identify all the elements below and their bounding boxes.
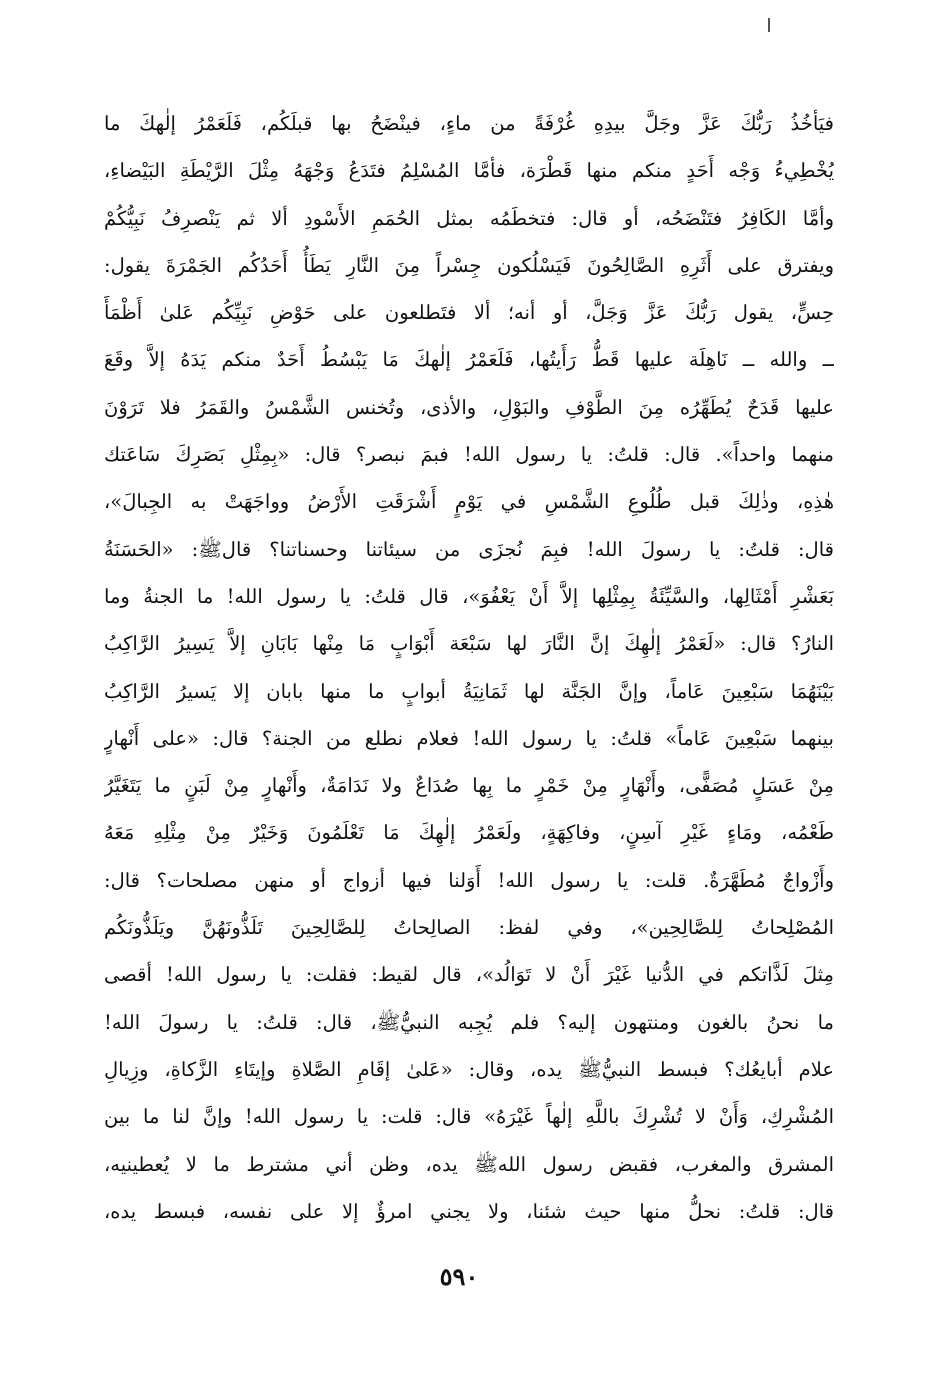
text-line: النارُ؟ قال: «لَعَمْرُ إلٰهِكَ إنَّ النَّارَ لها سَبْعَة أَبْوَابٍ مَا مِنْها بَابَانِ إلاَّ يَسِيرُ الرَّاكِبُ — [104, 632, 834, 656]
text-line: المشرق والمغرب، فقبض رسول اللهﷺ يده، وظن أني مشترط ما لا يُعطينيه، — [104, 1152, 834, 1176]
text-line: علام أبايعُك؟ فبسط النبيُّﷺ يده، وقال: «عَلىٰ إقَامِ الصَّلاةِ وإيتَاءِ الزَّكاةِ، وزِيالِ — [104, 1057, 834, 1081]
text-line: حِسٍّ، يقول رَبُّكَ عَزَّ وَجَلَّ، أو أنه؛ ألا فتَطلعون على حَوْضِ نَبِيِّكُم عَلىٰ أَظْمَأَ — [104, 301, 834, 325]
text-line: المُشْرِكِ، وَأَنْ لا تُشْرِكَ باللَّهِ إلٰهاً غَيْرَهُ» قال: قلت: يا رسول الله! وإنَّ لنا ما بين — [104, 1105, 834, 1129]
text-line: بَعَشْرِ أَمْثَالِها، والسَّيِّئَةُ بِمِثْلِها إلاَّ أَنْ يَعْفُوَ»، قال قلتُ: يا رسول الله! ما الجنةُ وما — [104, 584, 834, 608]
text-line: بينهما سَبْعِينَ عَاماً» قلتُ: يا رسول الله! فعلام نطلع من الجنة؟ قال: «على أَنْهارٍ — [104, 726, 834, 750]
text-line: وأَزْواجٌ مُطَهَّرَةٌ. قلت: يا رسول الله! أَوَلنا فيها أزواج أو منهن مصلحات؟ قال: — [104, 868, 834, 892]
text-line: يُخْطِيءُ وَجْه أَحَدٍ منكم منها قَطْرَة، فأمَّا المُسْلِمُ فتَدَعُ وَجْهَهُ مِثْلَ الرَّيْطَةِ البَيْضاءِ، — [104, 159, 834, 183]
text-line: هٰذِهِ، وذٰلِكَ قبل طُلُوعِ الشَّمْسِ في يَوْمٍ أَشْرَقَتِ الأَرْضُ وواجَهَتْ به الجِبالَ»، — [104, 490, 834, 514]
text-line: المُصْلِحاتُ لِلصَّالِحِين»، وفي لفظ: الصالِحاتُ لِلصَّالِحِينَ تَلَذُّونَهُنَّ ويَلَذُّونَكُم — [104, 916, 834, 940]
text-line: فيَأخُذُ رَبُّكَ عَزَّ وجَلَّ بيدِهِ غُرْفَةً من ماءٍ، فينْضَحُ بها قبلَكُم، فَلَعَمْرُ إلٰهكَ ما — [104, 112, 834, 135]
scan-mark — [768, 18, 770, 32]
text-line: منهما واحداً». قال: قلتُ: يا رسول الله! فبمَ نبصر؟ قال: «بِمِثْلِ بَصَرِكَ سَاعَتك — [104, 443, 834, 467]
text-line: مِثلَ لَذَّاتكم في الدُّنيا غَيْرَ أَنْ لا تَوَالُد»، قال لقيط: فقلت: يا رسول الله! أقصى — [104, 963, 834, 987]
text-line: ــ والله ــ نَاهِلَة عليها قَطُّ رَأَيتُها، فَلَعَمْرُ إلٰهكَ مَا يَبْسُطُ أَحَدٌ منكم يَدَهُ إلاَّ وقَعَ — [104, 348, 834, 372]
page-number: ٥٩٠ — [439, 1262, 479, 1291]
text-line: طَعْمُه، ومَاءٍ غَيْرِ آسِنٍ، وفاكِهَةٍ، ولَعَمْرُ إلٰهِكَ مَا تَعْلَمُونَ وَخَيْرٌ مِنْ مِثْلِهِ مَعَهُ — [104, 821, 834, 845]
text-line: ما نحنُ بالغون ومنتهون إليه؟ فلم يُجِبه النبيُّﷺ، قال: قلتُ: يا رسولَ الله! — [104, 1010, 834, 1034]
text-line: قال: قلتُ: نحلُّ منها حيث شئنا، ولا يجني امرؤٌ إلا على نفسه، فبسط يده، — [104, 1199, 834, 1223]
body-text — [104, 100, 834, 1235]
text-line: قال: قلتُ: يا رسولَ الله! فبِمَ نُجزَى من سيئاتنا وحسناتنا؟ قالﷺ: «الحَسَنَةُ — [104, 537, 834, 561]
text-line: مِنْ عَسَلٍ مُصَفًّى، وأَنْهَارٍ مِنْ خَمْرٍ ما بِها صُدَاعٌ ولا نَدَامَةٌ، وأَنْهارٍ مِنْ لَبَنٍ ما يَتَغَيَّرُ — [104, 774, 834, 798]
text-line: بَيْنَهُمَا سَبْعِينَ عَاماً، وإنَّ الجَنَّة لها ثَمَانِيَةُ أبوابٍ ما منها بابان إلا يَسيرُ الرَّاكِبُ — [104, 679, 834, 703]
text-line: ويفترق على أَثَرِهِ الصَّالِحُونَ فَيَسْلُكون جِسْراً مِنَ النَّارِ يَطَأُ أَحَدُكُم الجَمْرَةَ يقول: — [104, 253, 834, 277]
text-line: وأمَّا الكَافِرُ فتَنْضَحُه، أو قال: فتخطَمُه بمثل الحُمَمِ الأَسْودِ ألا ثم يَنْصرِفُ نَبِيُّكُمْ — [104, 206, 834, 230]
text-line: عليها قَدَحٌ يُطَهِّرُه مِنَ الطَّوْفِ والبَوْلِ، والأذى، وتُخنس الشَّمْسُ والقَمَرُ فلا تَرَوْنَ — [104, 395, 834, 419]
